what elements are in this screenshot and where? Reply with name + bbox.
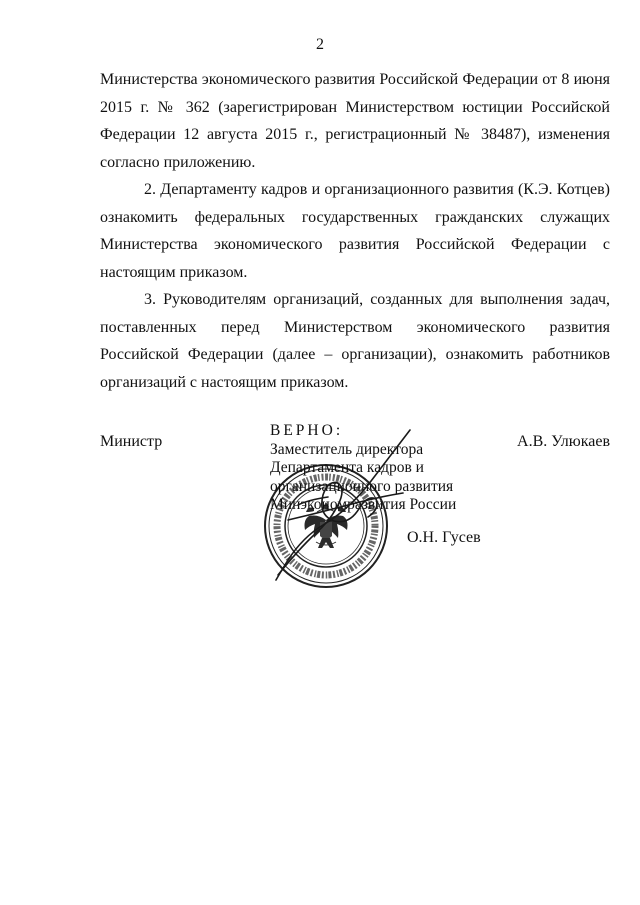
- signatory-name: А.В. Улюкаев: [517, 433, 610, 450]
- paragraph-continuation: Министерства экономического развития Российской Федерации от 8 июня 2015 г. № 362 (зарегистрирован Министерством юстиции Российской Федерации 12 августа 2015 г., регистрационный № 38487), изменения согласно приложению.: [100, 71, 610, 171]
- paragraph-item-3: 3. Руководителям организаций, созданных для выполнения задач, поставленных перед Министерством экономического развития Российской Федерации (далее – организации), ознакомить работников организаций с настоящим приказом.: [100, 291, 610, 391]
- verification-line: организационного развития: [270, 477, 454, 495]
- document-body: [100, 66, 610, 396]
- verification-signer: О.Н. Гусев: [407, 529, 481, 546]
- verification-line: Минэкономразвития России: [270, 496, 457, 513]
- handwritten-signature: [268, 425, 418, 585]
- signatory-position: Министр: [100, 433, 163, 450]
- page-number: 2: [316, 36, 324, 53]
- verification-line: Заместитель директора: [270, 440, 424, 458]
- verification-line: Департамента кадров и: [270, 459, 424, 476]
- paragraph-item-2: 2. Департаменту кадров и организационного развития (К.Э. Котцев) ознакомить федеральных государственных гражданских служащих Министерства экономического развития Российской Федерации с настоящим приказом.: [100, 181, 610, 281]
- verification-title: ВЕРНО:: [270, 422, 344, 439]
